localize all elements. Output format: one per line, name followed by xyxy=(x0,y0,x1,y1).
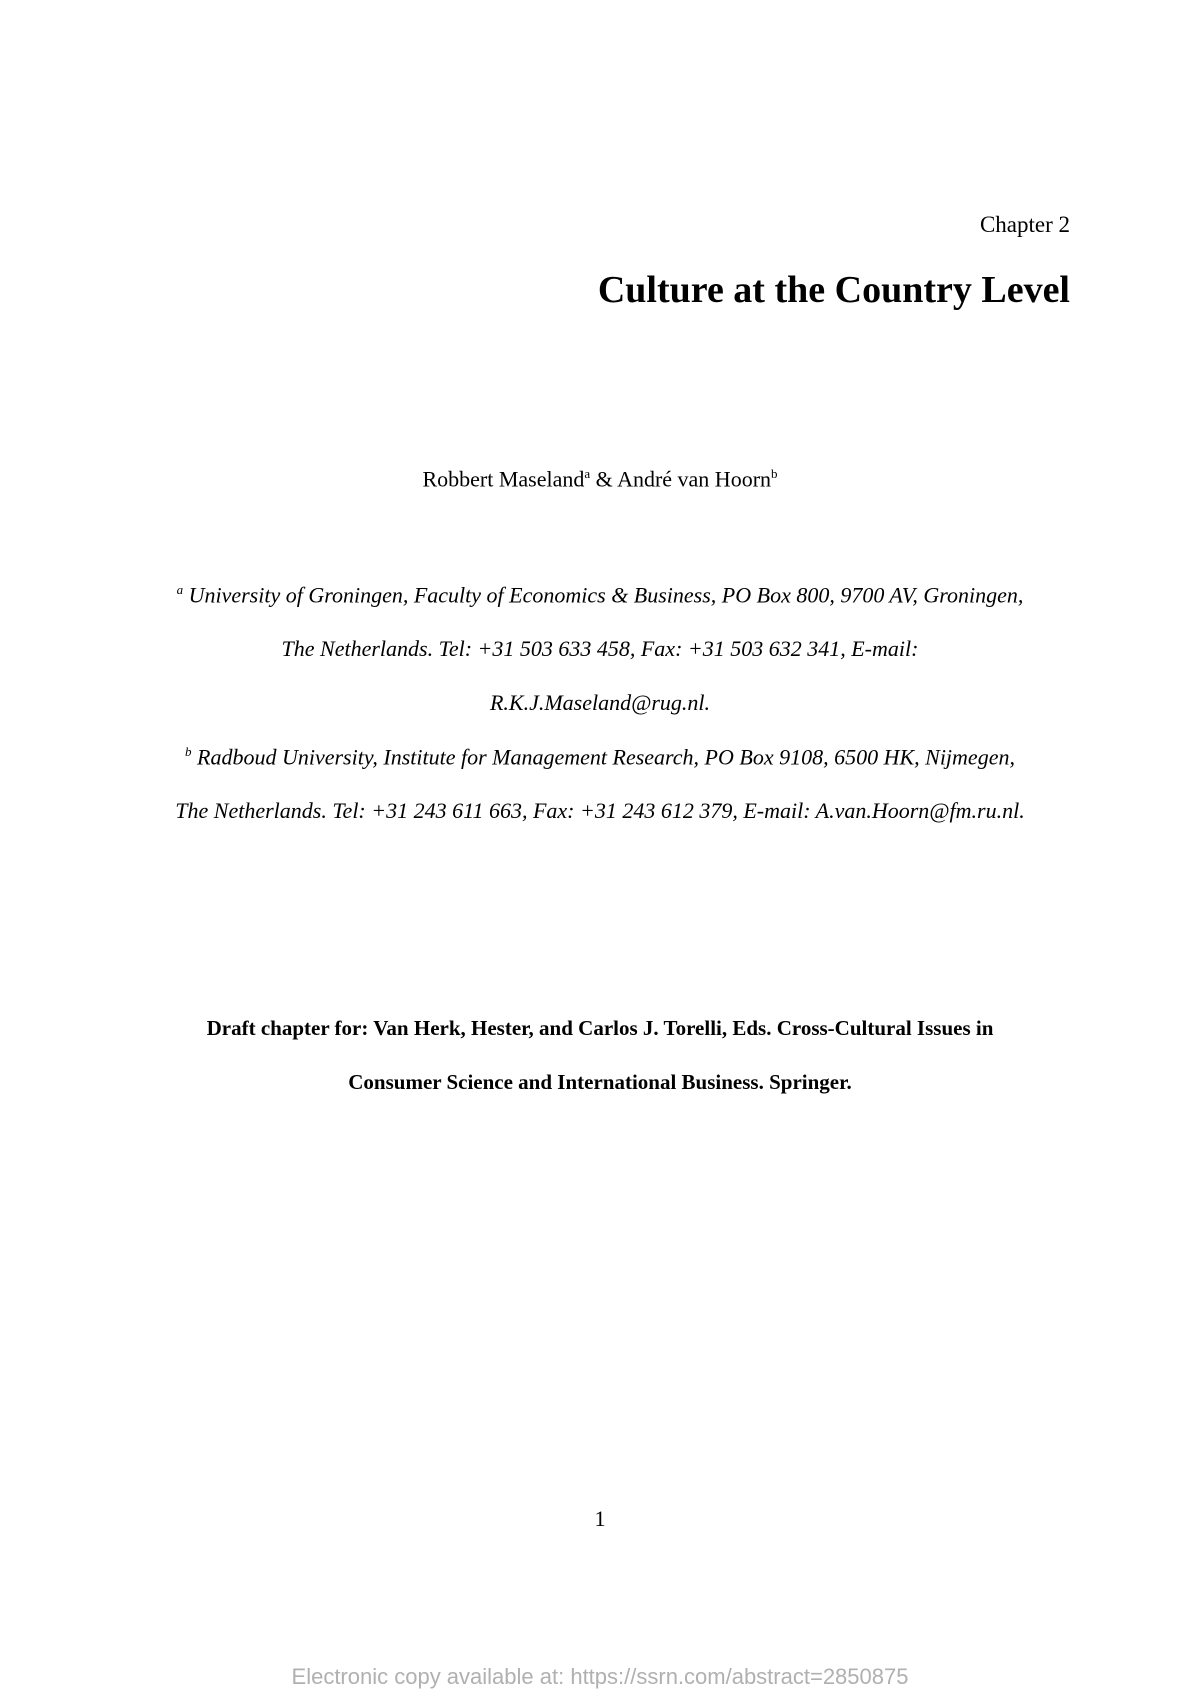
author-name: André van Hoorn xyxy=(617,466,772,492)
ssrn-footer-watermark xyxy=(0,1664,1200,1690)
affiliation-text: University of Groningen, Faculty of Economics & Business, PO Box 800, 9700 AV, Groningen, xyxy=(183,582,1024,608)
author-name: Robbert Maseland xyxy=(422,466,585,492)
affiliation-b-line xyxy=(0,744,1200,770)
affiliation-marker: a xyxy=(584,466,591,481)
chapter-title: Culture at the Country Level xyxy=(597,269,1070,311)
affiliation-a-email: R.K.J.Maseland@rug.nl. xyxy=(489,690,711,715)
draft-note-line: Consumer Science and International Business. Springer. xyxy=(348,1070,852,1094)
chapter-label: Chapter 2 xyxy=(979,212,1070,237)
watermark-text: Electronic copy available at: https://ssrn.com/abstract=2850875 xyxy=(291,1664,909,1689)
author-separator: & xyxy=(590,466,618,492)
affiliation-marker: b xyxy=(185,744,192,759)
page-number: 1 xyxy=(594,1506,606,1531)
affiliation-marker: b xyxy=(771,466,778,481)
affiliation-a-line: The Netherlands. Tel: +31 503 633 458, Fax: +31 503 632 341, E-mail: xyxy=(281,636,919,661)
affiliation-text: Radboud University, Institute for Management Research, PO Box 9108, 6500 HK, Nijmegen, xyxy=(191,744,1015,770)
draft-note-line: Draft chapter for: Van Herk, Hester, and Carlos J. Torelli, Eds. Cross-Cultural Issues in xyxy=(206,1016,994,1040)
affiliation-b-line: The Netherlands. Tel: +31 243 611 663, Fax: +31 243 612 379, E-mail: A.van.Hoorn@fm.ru.nl. xyxy=(175,798,1025,823)
author-line xyxy=(0,466,1200,492)
affiliation-a-line xyxy=(0,582,1200,608)
affiliation-marker: a xyxy=(176,582,184,597)
